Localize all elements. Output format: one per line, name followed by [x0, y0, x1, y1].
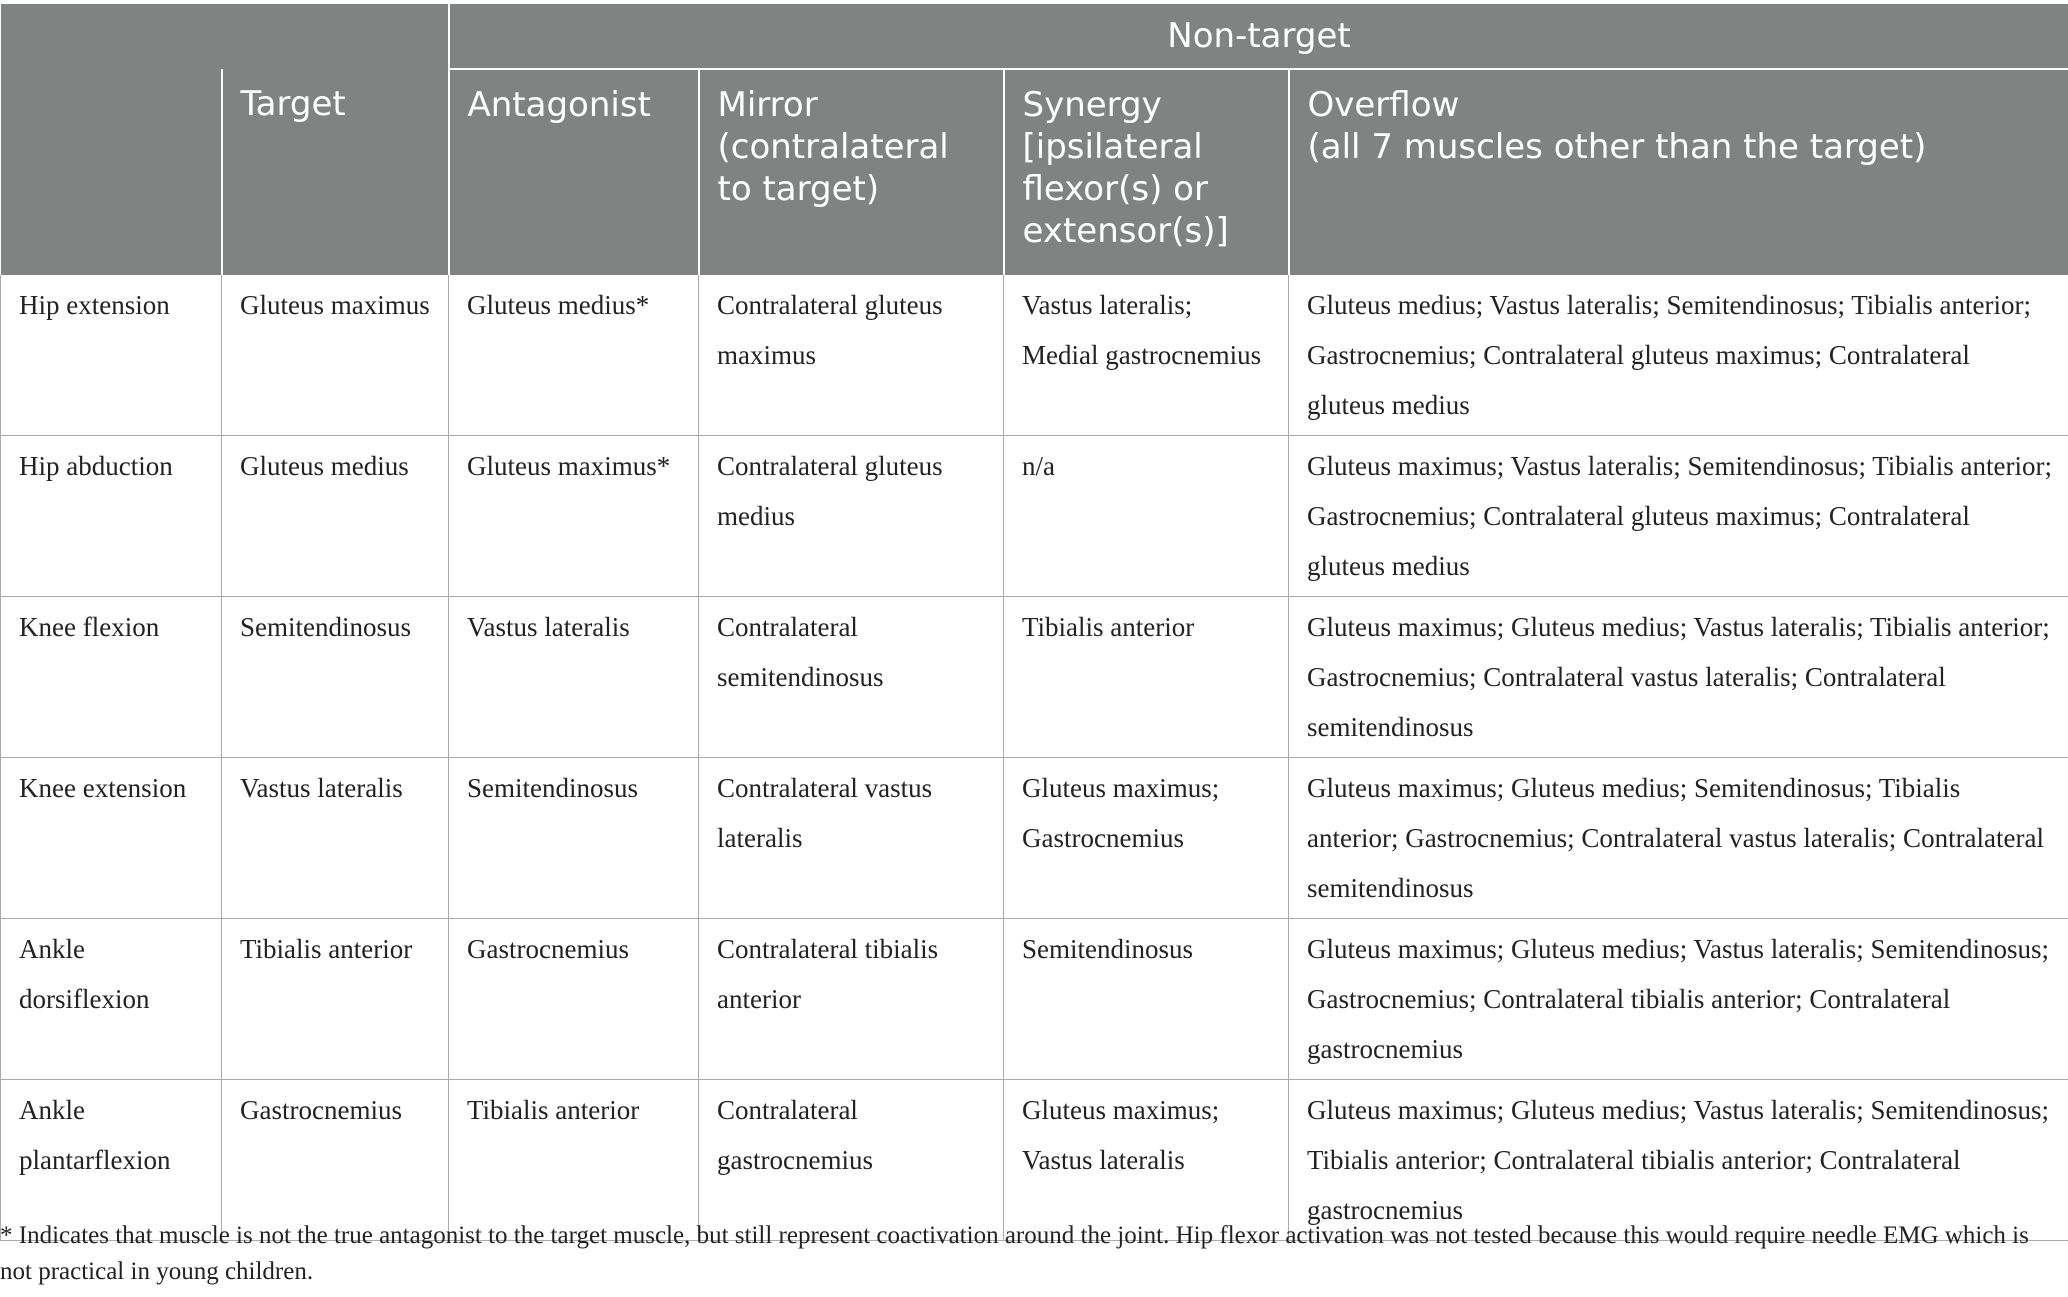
cell-movement: Hip extension [1, 275, 222, 436]
cell-synergy: Gluteus maximus; Gastrocnemius [1004, 758, 1289, 919]
header-overflow-line: Overflow [1307, 85, 1460, 125]
cell-synergy: Semitendinosus [1004, 919, 1289, 1080]
cell-overflow: Gluteus medius; Vastus lateralis; Semitendinosus; Tibialis anterior; Gastrocnemius; Contralateral gluteus maximus; Contralateral gluteus medius [1289, 275, 2068, 436]
header-target: Target [222, 69, 449, 275]
table-row [1, 436, 2068, 597]
cell-antagonist: Tibialis anterior [449, 1080, 699, 1241]
table-row [1, 758, 2068, 919]
header-synergy [1004, 69, 1289, 275]
table-row [1, 1080, 2068, 1241]
cell-movement: Ankle plantarflexion [1, 1080, 222, 1241]
header-mirror [699, 69, 1004, 275]
cell-mirror: Contralateral gastrocnemius [699, 1080, 1004, 1241]
header-synergy-line: flexor(s) or [1022, 169, 1208, 209]
table-footnote: * Indicates that muscle is not the true antagonist to the target muscle, but still represent coactivation around the joint. Hip flexor activation was not tested because this would require needle EMG which is not practical in young children. [0, 1222, 2029, 1285]
header-movement [1, 69, 222, 275]
cell-target: Gastrocnemius [222, 1080, 449, 1241]
cell-antagonist: Gluteus medius* [449, 275, 699, 436]
cell-synergy: Tibialis anterior [1004, 597, 1289, 758]
cell-overflow: Gluteus maximus; Vastus lateralis; Semitendinosus; Tibialis anterior; Gastrocnemius; Contralateral gluteus maximus; Contralateral gluteus medius [1289, 436, 2068, 597]
header-synergy-line: extensor(s)] [1022, 211, 1229, 251]
cell-mirror: Contralateral vastus lateralis [699, 758, 1004, 919]
cell-target: Semitendinosus [222, 597, 449, 758]
cell-movement: Hip abduction [1, 436, 222, 597]
cell-overflow: Gluteus maximus; Gluteus medius; Semitendinosus; Tibialis anterior; Gastrocnemius; Contralateral vastus lateralis; Contralateral semitendinosus [1289, 758, 2068, 919]
header-mirror-line: (contralateral [717, 127, 949, 167]
cell-mirror: Contralateral tibialis anterior [699, 919, 1004, 1080]
cell-synergy: Vastus lateralis; Medial gastrocnemius [1004, 275, 1289, 436]
cell-antagonist: Vastus lateralis [449, 597, 699, 758]
header-mirror-line: Mirror [717, 85, 818, 125]
cell-mirror: Contralateral semitendinosus [699, 597, 1004, 758]
table-row [1, 597, 2068, 758]
header-antagonist: Antagonist [449, 69, 699, 275]
table-row [1, 275, 2068, 436]
table-body [1, 275, 2068, 1241]
cell-mirror: Contralateral gluteus medius [699, 436, 1004, 597]
header-row-columns [1, 69, 2068, 275]
cell-movement: Ankle dorsiflexion [1, 919, 222, 1080]
header-non-target: Non-target [449, 4, 2068, 69]
cell-target: Gluteus medius [222, 436, 449, 597]
table-row [1, 919, 2068, 1080]
cell-overflow: Gluteus maximus; Gluteus medius; Vastus lateralis; Semitendinosus; Gastrocnemius; Contralateral tibialis anterior; Contralateral gastrocnemius [1289, 919, 2068, 1080]
cell-antagonist: Semitendinosus [449, 758, 699, 919]
cell-target: Gluteus maximus [222, 275, 449, 436]
header-overflow-line: (all 7 muscles other than the target) [1307, 127, 1927, 167]
cell-synergy: Gluteus maximus; Vastus lateralis [1004, 1080, 1289, 1241]
header-row-group [1, 4, 2068, 69]
cell-mirror: Contralateral gluteus maximus [699, 275, 1004, 436]
header-blank-group [1, 4, 449, 69]
cell-movement: Knee flexion [1, 597, 222, 758]
cell-antagonist: Gluteus maximus* [449, 436, 699, 597]
table-header [1, 4, 2068, 275]
cell-target: Tibialis anterior [222, 919, 449, 1080]
cell-overflow: Gluteus maximus; Gluteus medius; Vastus lateralis; Tibialis anterior; Gastrocnemius; Contralateral vastus lateralis; Contralateral semitendinosus [1289, 597, 2068, 758]
cell-target: Vastus lateralis [222, 758, 449, 919]
header-overflow [1289, 69, 2068, 275]
header-mirror-line: to target) [717, 169, 880, 209]
cell-movement: Knee extension [1, 758, 222, 919]
muscle-activation-table [0, 4, 2068, 1241]
header-synergy-line: Synergy [1022, 85, 1162, 125]
header-synergy-line: [ipsilateral [1022, 127, 1203, 167]
cell-overflow: Gluteus maximus; Gluteus medius; Vastus lateralis; Semitendinosus; Tibialis anterior; Contralateral tibialis anterior; Contralateral gastrocnemius [1289, 1080, 2068, 1241]
cell-antagonist: Gastrocnemius [449, 919, 699, 1080]
cell-synergy: n/a [1004, 436, 1289, 597]
